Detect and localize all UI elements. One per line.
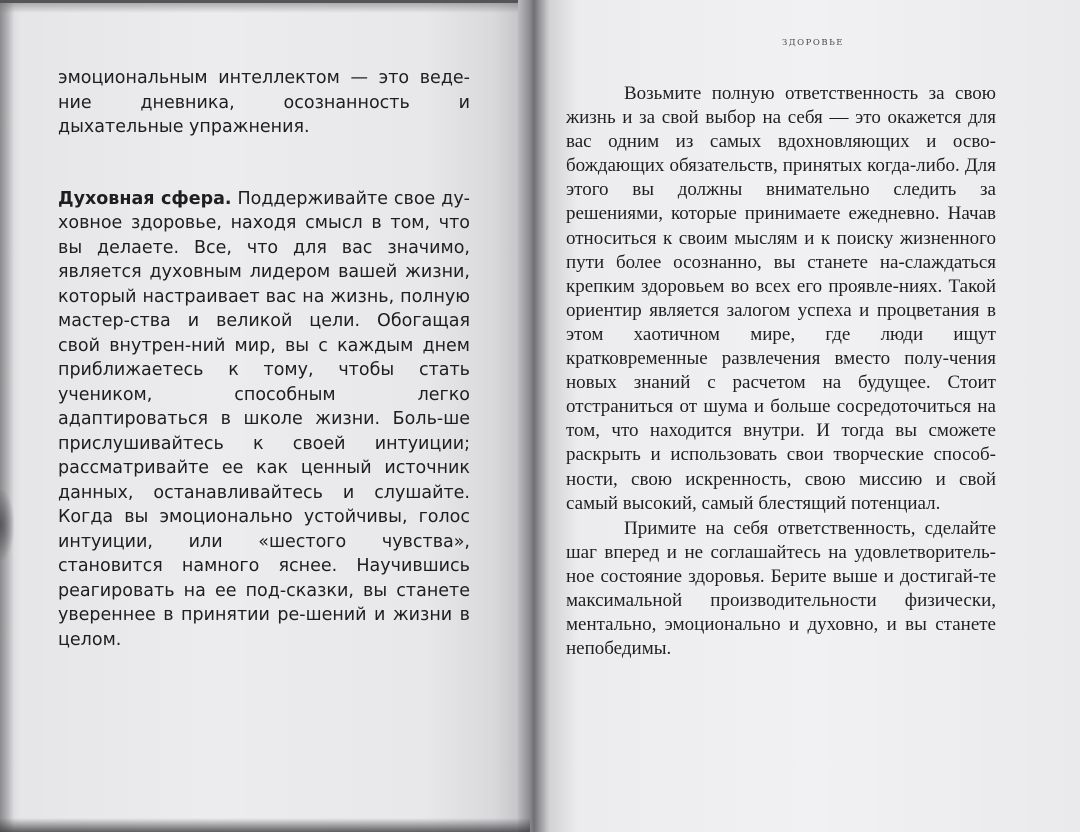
left-paragraph-1: эмоциональным интеллектом — это веде-ние дневника, осознанность и дыхательные упражнения.: [58, 68, 470, 137]
page-bottom-edge: [0, 818, 530, 832]
thumb-shadow: [0, 490, 14, 560]
left-page-text: [58, 66, 470, 652]
right-paragraph-2: Примите на себя ответственность, сделайте шаг вперед и не соглашайтесь на удовлетворитель-ное состояние здоровья. Берите выше и достигай-те максимальной производительности физически, ментально, эмоционально и духовно, и вы станете непобедимы.: [566, 517, 996, 660]
left-paragraph-2-body: Поддерживайте свое ду-ховное здоровье, находя смысл в том, что вы делаете. Все, что для вас значимо, является духовным лидером вашей жизни, который настраивает вас на жизнь, полную мастер-ства и великой цели. Обогащая свой внутрен-ний мир, вы с каждым днем приближаетесь к тому, чтобы стать учеником, способным легко адаптироваться в школе жизни. Боль-ше прислушивайтесь к своей интуиции; рассматривайте ее как ценный источник данных, останавливайтесь и слушайте. Когда вы эмоционально устойчивы, голос интуиции, или «шестого чувства», становится намного яснее. Научившись реагировать на ее под-сказки, вы станете увереннее в принятии ре-шений и жизни в целом.: [58, 188, 470, 650]
book-gutter: [518, 0, 550, 832]
running-head: ЗДОРОВЬЕ: [781, 38, 845, 48]
section-heading-spiritual: Духовная сфера.: [58, 188, 232, 209]
right-paragraph-1: Возьмите полную ответственность за свою жизнь и за свой выбор на себя — это окажется для вас одним из самых вдохновляющих и осво-бождающих обязательств, принятых когда-либо. Для этого вы должны внимательно следить за решениями, которые принимаете ежедневно. Начав относиться к своим мыслям и к поиску жизненного пути более осознанно, вы станете на-слаждаться крепким здоровьем во всех его проявле-ниях. Такой ориентир является залогом успеха и процветания в этом хаотичном мире, где люди ищут кратковременные развлечения вместо полу-чения новых знаний с расчетом на будущее. Стоит отстраниться от шума и больше сосредоточиться на том, что находится внутри. И тогда вы сможете раскрыть и использовать свои творческие способ-ности, свою искренность, свою миссию и свой самый высокий, самый блестящий потенциал.: [566, 83, 996, 514]
right-page-text: [566, 82, 996, 661]
left-paragraph-2: [58, 187, 470, 653]
top-shadow: [0, 3, 530, 13]
